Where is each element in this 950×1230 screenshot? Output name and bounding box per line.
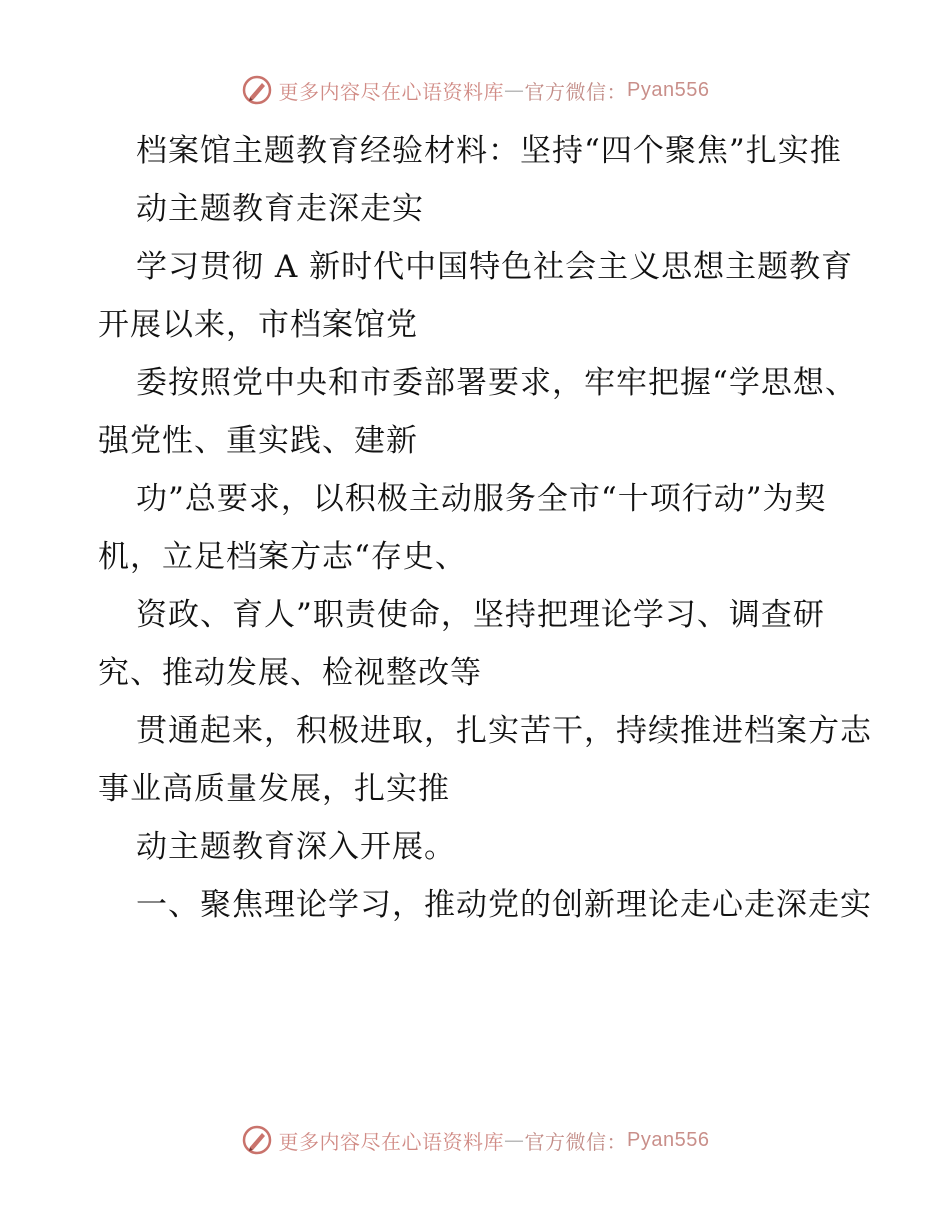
header-watermark — [0, 70, 950, 110]
footer-watermark — [0, 1120, 950, 1160]
paragraph: 贯通起来，积极进取，扎实苦干，持续推进档案方志事业高质量发展，扎实推 — [98, 713, 872, 807]
watermark-wechat-label: 官方微信： — [524, 1129, 628, 1154]
section-heading: 一、聚焦理论学习，推动党的创新理论走心走深走实 — [136, 887, 872, 923]
watermark-title: 更多内容尽在心语资料库 — [278, 1129, 505, 1154]
paragraph: 档案馆主题教育经验材料：坚持“四个聚焦”扎实推 — [136, 133, 842, 169]
paragraph: 动主题教育走深走实 — [136, 191, 424, 227]
paragraph: 委按照党中央和市委部署要求，牢牢把握“学思想、强党性、重实践、建新 — [98, 365, 857, 459]
watermark-wechat-id: Pyan556 — [627, 1128, 710, 1151]
watermark-title: 更多内容尽在心语资料库 — [278, 79, 505, 104]
paragraph: 功”总要求，以积极主动服务全市“十项行动”为契机，立足档案方志“存史、 — [98, 481, 827, 575]
pen-logo-icon — [241, 1124, 273, 1156]
paragraph: 资政、育人”职责使命，坚持把理论学习、调查研究、推动发展、检视整改等 — [98, 597, 825, 691]
pen-logo-icon — [241, 74, 273, 106]
paragraph: 动主题教育深入开展。 — [136, 829, 456, 865]
watermark-wechat-label: 官方微信： — [524, 79, 628, 104]
watermark-wechat-id: Pyan556 — [627, 78, 710, 101]
paragraph: 学习贯彻 A 新时代中国特色社会主义思想主题教育开展以来，市档案馆党 — [98, 249, 854, 343]
watermark-separator: — — [504, 78, 525, 102]
document-body — [98, 122, 878, 934]
watermark-separator: — — [504, 1128, 525, 1152]
